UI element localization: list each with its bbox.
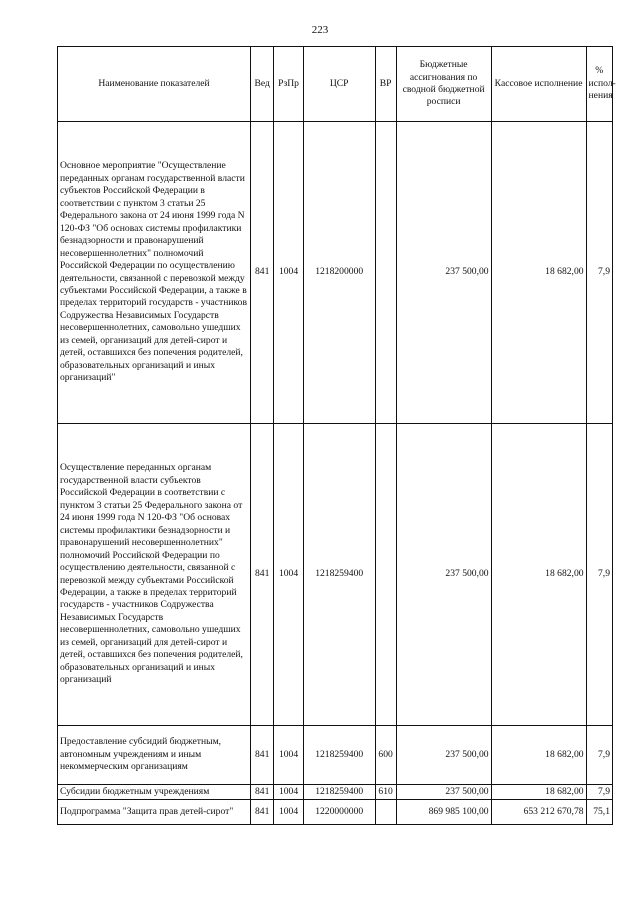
row-budget: 237 500,00 [396, 726, 491, 785]
budget-table [57, 46, 616, 825]
row-pct: 7,9 [586, 785, 612, 800]
row-name: Предоставление субсидий бюджетным, автономным учреждениям и иным некоммерческим организациям [58, 726, 251, 785]
row-budget: 869 985 100,00 [396, 800, 491, 825]
row-vr: 600 [375, 726, 396, 785]
row-rzpr: 1004 [274, 800, 304, 825]
row-ved: 841 [251, 424, 274, 726]
row-pct: 7,9 [586, 122, 612, 424]
header-name: Наименование показателей [58, 47, 251, 122]
row-csr: 1218200000 [303, 122, 375, 424]
row-vr [375, 800, 396, 825]
row-cash: 18 682,00 [491, 122, 586, 424]
row-vr [375, 424, 396, 726]
row-ved: 841 [251, 800, 274, 825]
row-csr: 1218259400 [303, 424, 375, 726]
header-cash: Кассовое исполнение [491, 47, 586, 122]
row-vr: 610 [375, 785, 396, 800]
row-rzpr: 1004 [274, 122, 304, 424]
table-header-row [58, 47, 613, 122]
row-budget: 237 500,00 [396, 785, 491, 800]
row-csr: 1218259400 [303, 785, 375, 800]
row-cash: 18 682,00 [491, 726, 586, 785]
row-ved: 841 [251, 785, 274, 800]
row-rzpr: 1004 [274, 424, 304, 726]
row-ved: 841 [251, 726, 274, 785]
header-budget: Бюджетные ассигнования по сводной бюджетной росписи [396, 47, 491, 122]
row-name: Подпрограмма "Защита прав детей-сирот" [58, 800, 251, 825]
header-pct: % испол-нения [586, 47, 612, 122]
table-row [58, 800, 613, 825]
row-name: Основное мероприятие "Осуществление переданных органам государственной власти субъектов Российской Федерации в соответствии с пунктом 3 статьи 25 Федерального закона от 24 июня 1999 года N 120-ФЗ "Об основах системы профилактики безнадзорности и правонарушений несовершеннолетних" полномочий Российской Федерации по осуществлению деятельности, связанной с перевозкой между субъектами Российской Федерации, а также в пределах территорий государств - участников Содружества Независимых Государств несовершеннолетних, самовольно ушедших из семей, организаций для детей-сирот и детей, оставшихся без попечения родителей, образовательных организаций и иных организаций" [58, 122, 251, 424]
header-csr: ЦСР [303, 47, 375, 122]
header-ved: Вед [251, 47, 274, 122]
header-rzpr: РзПр [274, 47, 304, 122]
table-row [58, 424, 613, 726]
row-pct: 7,9 [586, 726, 612, 785]
row-budget: 237 500,00 [396, 122, 491, 424]
row-ved: 841 [251, 122, 274, 424]
row-name: Осуществление переданных органам государственной власти субъектов Российской Федерации в соответствии с пунктом 3 статьи 25 Федерального закона от 24 июня 1999 года N 120-ФЗ "Об основах системы профилактики безнадзорности и правонарушений несовершеннолетних" полномочий Российской Федерации по осуществлению деятельности, связанной с перевозкой между субъектами Российской Федерации, а также в пределах территорий государств - участников Содружества Независимых Государств несовершеннолетних, самовольно ушедших из семей, организаций для детей-сирот и детей, оставшихся без попечения родителей, образовательных организаций и иных организаций [58, 424, 251, 726]
table-row [58, 785, 613, 800]
table-row [58, 122, 613, 424]
header-vr: ВР [375, 47, 396, 122]
row-cash: 18 682,00 [491, 424, 586, 726]
table-row [58, 726, 613, 785]
row-budget: 237 500,00 [396, 424, 491, 726]
row-cash: 18 682,00 [491, 785, 586, 800]
row-name: Субсидии бюджетным учреждениям [58, 785, 251, 800]
page-number: 223 [311, 24, 329, 36]
row-pct: 7,9 [586, 424, 612, 726]
row-pct: 75,1 [586, 800, 612, 825]
row-rzpr: 1004 [274, 726, 304, 785]
row-cash: 653 212 670,78 [491, 800, 586, 825]
row-rzpr: 1004 [274, 785, 304, 800]
row-vr [375, 122, 396, 424]
row-csr: 1220000000 [303, 800, 375, 825]
row-csr: 1218259400 [303, 726, 375, 785]
